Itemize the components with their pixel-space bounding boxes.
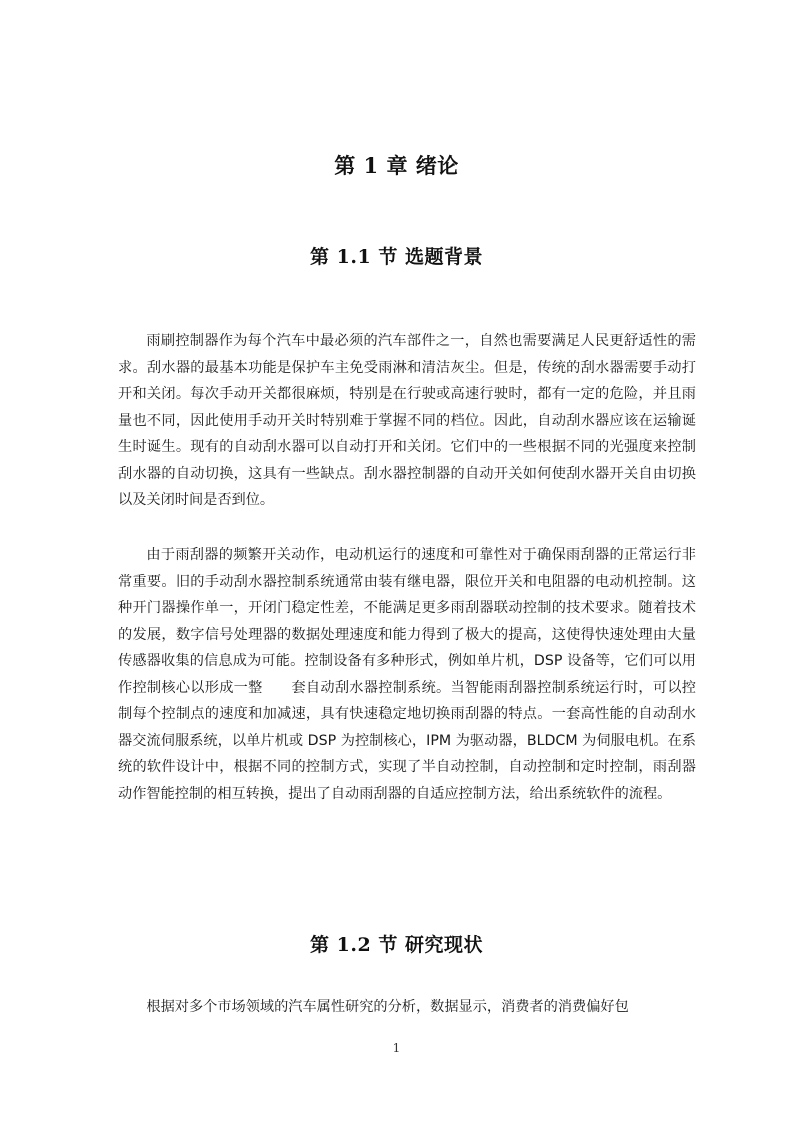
paragraph-research-status-1: 根据对多个市场领域的汽车属性研究的分析，数据显示，消费者的消费偏好包 [146, 999, 629, 1015]
section-title-background: 第 1.1 节 选题背景 [310, 246, 483, 268]
section-title-research-status: 第 1.2 节 研究现状 [310, 934, 483, 956]
paragraph-background-1: 雨刷控制器作为每个汽车中最必须的汽车部件之一，自然也需要满足人民更舒适性的需求。刮水器的最基本功能是保护车主免受雨淋和清洁灰尘。但是，传统的刮水器需要手动打开和关闭。每次手动开关都很麻烦，特别是在行驶或高速行驶时，都有一定的危险，并且雨量也不同，因此使用手动开关时特别难于掌握不同的档位。因此，自动刮水器应该在运输诞生时诞生。现有的自动刮水器可以自动打开和关闭。它们中的一些根据不同的光强度来控制刮水器的自动切换，这具有一些缺点。刮水器控制器的自动开关如何使刮水器开关自由切换以及关闭时间是否到位。 [118, 333, 696, 508]
chapter-title: 第 1 章 绪论 [334, 153, 459, 178]
paragraph-background-2: 由于雨刮器的频繁开关动作，电动机运行的速度和可靠性对于确保雨刮器的正常运行非常重要。旧的手动刮水器控制系统通常由装有继电器，限位开关和电阻器的电动机控制。这种开门器操作单一，开闭门稳定性差，不能满足更多雨刮器联动控制的技术要求。随着技术的发展，数字信号处理器的数据处理速度和能力得到了极大的提高，这使得快速处理由大量传感器收集的信息成为可能。控制设备有多种形式，例如单片机，DSP 设备等，它们可以用作控制核心以形成一整 套自动刮水器控制系统。当智能雨刮器控制系统运行时，可以控制每个控制点的速度和加减速，具有快速稳定地切换雨刮器的特点。一套高性能的自动刮水器交流伺服系统，以单片机或 DSP 为控制核心，IPM 为驱动器，BLDCM 为伺服电机。在系统的软件设计中，根据不同的控制方式，实现了半自动控制，自动控制和定时控制，雨刮器动作智能控制的相互转换，提出了自动雨刮器的自适应控制方法，给出系统软件的流程。 [118, 547, 696, 802]
page-number: 1 [392, 1041, 401, 1055]
